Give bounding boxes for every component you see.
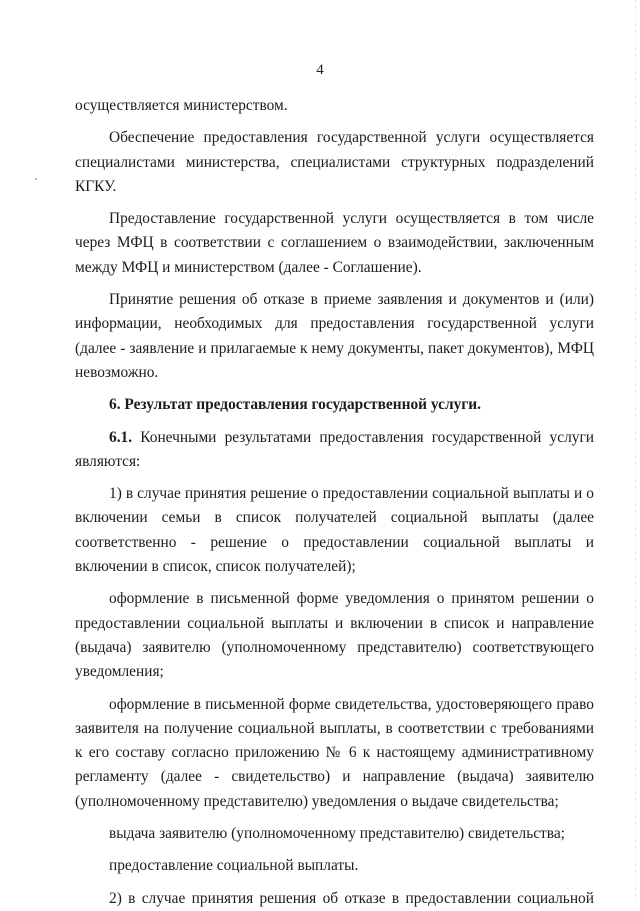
paragraph-continuation: осуществляется министерством.: [75, 97, 288, 114]
scan-speck-artifact: [35, 178, 37, 180]
clause-6-1: [75, 426, 594, 475]
clause-text: Конечными результатами предоставления государственной услуги являются:: [75, 428, 594, 470]
item-certificate-formation: оформление в письменной форме свидетельства, удостоверяющего право заявителя на получение социальной выплаты, в соответствии с требованиями к его составу согласно приложению № 6 к настоящему административному регламенту (далее - свидетельство) и направление (выдача) заявителю (уполномоченному представителю) уведомления о выдаче свидетельства;: [75, 695, 594, 810]
paragraph-mfc-provision: Предоставление государственной услуги осуществляется в том числе через МФЦ в соответствии с соглашением о взаимодействии, заключенным между МФЦ и министерством (далее - Соглашение).: [75, 210, 594, 276]
page-number: 4: [316, 62, 324, 78]
paragraph-refusal-decision: Принятие решения об отказе в приеме заявления и документов и (или) информации, необходимых для предоставления государственной услуги (далее - заявление и прилагаемые к нему документы, пакет документов), МФЦ невозможно.: [75, 291, 594, 381]
clause-number: 6.1.: [109, 428, 133, 446]
item-2-refusal: 2) в случае принятия решения об отказе в предоставлении социальной: [109, 889, 594, 907]
item-payment: предоставление социальной выплаты.: [109, 857, 359, 875]
item-notice-formation: оформление в письменной форме уведомления о принятом решении о предоставлении социальной выплаты и включении в список и направление (выдача) заявителю (уполномоченному представителю) соответствующего уведомления;: [75, 590, 594, 681]
document-body: [75, 94, 594, 911]
item-1-decision: 1) в случае принятия решение о предоставлении социальной выплаты и о включении семьи в список получателей социальной выплаты (далее соответственно - решение о предоставлении социальной выплаты и включении в список, список получателей);: [75, 485, 594, 576]
scan-edge-artifact: [635, 0, 636, 905]
item-certificate-issue: выдача заявителю (уполномоченному представителю) свидетельства;: [109, 825, 565, 843]
section-heading: 6. Результат предоставления государственной услуги.: [109, 396, 481, 414]
paragraph-service-provision: Обеспечение предоставления государственной услуги осуществляется специалистами министерства, специалистами структурных подразделений КГКУ.: [75, 129, 594, 195]
